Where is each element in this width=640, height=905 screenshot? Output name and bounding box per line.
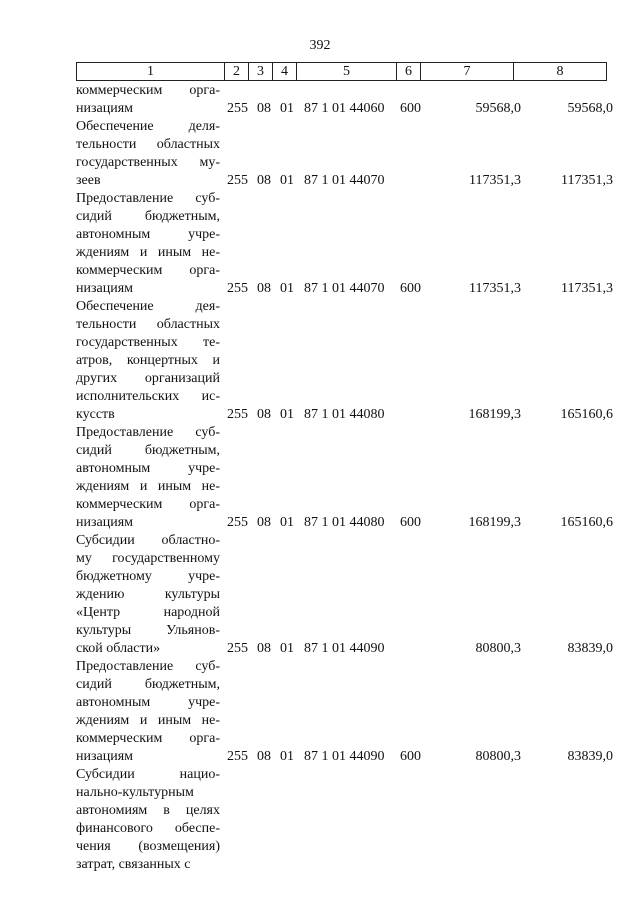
description-line: автономным учре- (76, 695, 220, 710)
row-description (76, 658, 220, 766)
description-line: государственных те- (76, 335, 220, 350)
row-description (76, 532, 220, 658)
description-line: автономиям в целях (76, 803, 220, 818)
description-line: «Центр народной (76, 605, 220, 620)
description-line: нально-культурным (76, 785, 194, 800)
description-line: Обеспечение деля- (76, 119, 220, 134)
column-header: 3 (249, 63, 273, 81)
code-admin: 255 (227, 515, 248, 530)
code-section: 08 (257, 749, 271, 764)
amount-col7: 59568,0 (475, 101, 521, 116)
description-line: атров, концертных и (76, 353, 220, 368)
row-description (76, 766, 220, 874)
description-line: сидий бюджетным, (76, 443, 220, 458)
code-expense-type: 600 (400, 749, 421, 764)
description-line: сидий бюджетным, (76, 209, 220, 224)
table-row (0, 190, 640, 298)
amount-col7: 80800,3 (475, 749, 521, 764)
row-description (76, 118, 220, 190)
row-codes (227, 406, 430, 424)
amount-col7: 168199,3 (468, 407, 521, 422)
code-section: 08 (257, 407, 271, 422)
code-admin: 255 (227, 101, 248, 116)
code-target: 87 1 01 44090 (304, 749, 385, 764)
code-subsection: 01 (280, 407, 294, 422)
amount-col7: 117351,3 (469, 173, 521, 188)
column-header: 5 (297, 63, 397, 81)
amount-col7: 168199,3 (468, 515, 521, 530)
code-section: 08 (257, 641, 271, 656)
code-subsection: 01 (280, 281, 294, 296)
table-row (0, 118, 640, 190)
description-line: Субсидии областно- (76, 533, 220, 548)
code-subsection: 01 (280, 101, 294, 116)
table-row (0, 532, 640, 658)
table-row (0, 298, 640, 424)
description-line: зеев (76, 173, 101, 188)
description-line: Предоставление суб- (76, 191, 220, 206)
description-line: автономным учре- (76, 227, 220, 242)
description-line: чения (возмещения) (76, 839, 220, 854)
column-header: 6 (397, 63, 421, 81)
code-target: 87 1 01 44080 (304, 515, 385, 530)
description-line: коммерческим орга- (76, 263, 220, 278)
row-codes (227, 748, 430, 766)
description-line: государственных му- (76, 155, 220, 170)
description-line: автономным учре- (76, 461, 220, 476)
code-admin: 255 (227, 641, 248, 656)
description-line: ждению культуры (76, 587, 220, 602)
code-admin: 255 (227, 749, 248, 764)
description-line: низациям (76, 101, 134, 116)
description-line: ждениям и иным не- (76, 713, 220, 728)
code-expense-type: 600 (400, 515, 421, 530)
code-expense-type (400, 406, 430, 424)
table-row (0, 424, 640, 532)
code-target: 87 1 01 44070 (304, 173, 385, 188)
amount-col7: 80800,3 (475, 641, 521, 656)
row-codes (227, 640, 430, 658)
row-description (76, 82, 220, 118)
description-line: ской области» (76, 641, 161, 656)
description-line: низациям (76, 749, 134, 764)
amount-col7: 117351,3 (469, 281, 521, 296)
description-line: тельности областных (76, 137, 220, 152)
code-subsection: 01 (280, 641, 294, 656)
description-line: сидий бюджетным, (76, 677, 220, 692)
amount-col8: 165160,6 (560, 407, 613, 422)
code-subsection: 01 (280, 173, 294, 188)
amount-col8: 83839,0 (567, 641, 613, 656)
code-expense-type (400, 640, 430, 658)
code-subsection: 01 (280, 749, 294, 764)
code-section: 08 (257, 101, 271, 116)
column-header: 8 (514, 63, 607, 81)
description-line: культуры Ульянов- (76, 623, 220, 638)
column-header: 4 (273, 63, 297, 81)
description-line: низациям (76, 281, 134, 296)
column-header: 7 (421, 63, 514, 81)
description-line: кусств (76, 407, 115, 422)
description-line: исполнительских ис- (76, 389, 220, 404)
row-description (76, 190, 220, 298)
amount-col8: 117351,3 (561, 173, 613, 188)
table-row (0, 82, 640, 118)
description-line: Субсидии нацио- (76, 767, 220, 782)
column-header: 1 (77, 63, 225, 81)
row-description (76, 298, 220, 424)
description-line: финансового обеспе- (76, 821, 220, 836)
page-number: 392 (309, 38, 331, 53)
code-expense-type: 600 (400, 281, 421, 296)
description-line: му государственному (76, 551, 220, 566)
code-target: 87 1 01 44090 (304, 641, 385, 656)
column-header: 2 (225, 63, 249, 81)
row-codes (227, 172, 430, 190)
amount-col8: 83839,0 (567, 749, 613, 764)
code-expense-type (400, 172, 430, 190)
amount-col8: 117351,3 (561, 281, 613, 296)
amount-col8: 59568,0 (567, 101, 613, 116)
description-line: тельности областных (76, 317, 220, 332)
code-section: 08 (257, 515, 271, 530)
code-admin: 255 (227, 407, 248, 422)
description-line: коммерческим орга- (76, 497, 220, 512)
row-codes (227, 280, 430, 298)
code-section: 08 (257, 281, 271, 296)
column-header-row (76, 62, 607, 81)
code-admin: 255 (227, 281, 248, 296)
code-expense-type: 600 (400, 101, 421, 116)
description-line: Предоставление суб- (76, 425, 220, 440)
amount-col8: 165160,6 (560, 515, 613, 530)
code-section: 08 (257, 173, 271, 188)
description-line: затрат, связанных с (76, 857, 191, 872)
row-description (76, 424, 220, 532)
description-line: коммерческим орга- (76, 83, 220, 98)
description-line: Обеспечение дея- (76, 299, 220, 314)
description-line: ждениям и иным не- (76, 245, 220, 260)
budget-table-body (0, 82, 640, 874)
description-line: коммерческим орга- (76, 731, 220, 746)
description-line: ждениям и иным не- (76, 479, 220, 494)
description-line: Предоставление суб- (76, 659, 220, 674)
description-line: низациям (76, 515, 134, 530)
row-codes (227, 514, 430, 532)
code-target: 87 1 01 44070 (304, 281, 385, 296)
code-subsection: 01 (280, 515, 294, 530)
table-row (0, 658, 640, 766)
code-admin: 255 (227, 173, 248, 188)
table-row (0, 766, 640, 874)
description-line: других организаций (76, 371, 220, 386)
code-target: 87 1 01 44080 (304, 407, 385, 422)
code-target: 87 1 01 44060 (304, 101, 385, 116)
row-codes (227, 100, 430, 118)
description-line: бюджетному учре- (76, 569, 220, 584)
